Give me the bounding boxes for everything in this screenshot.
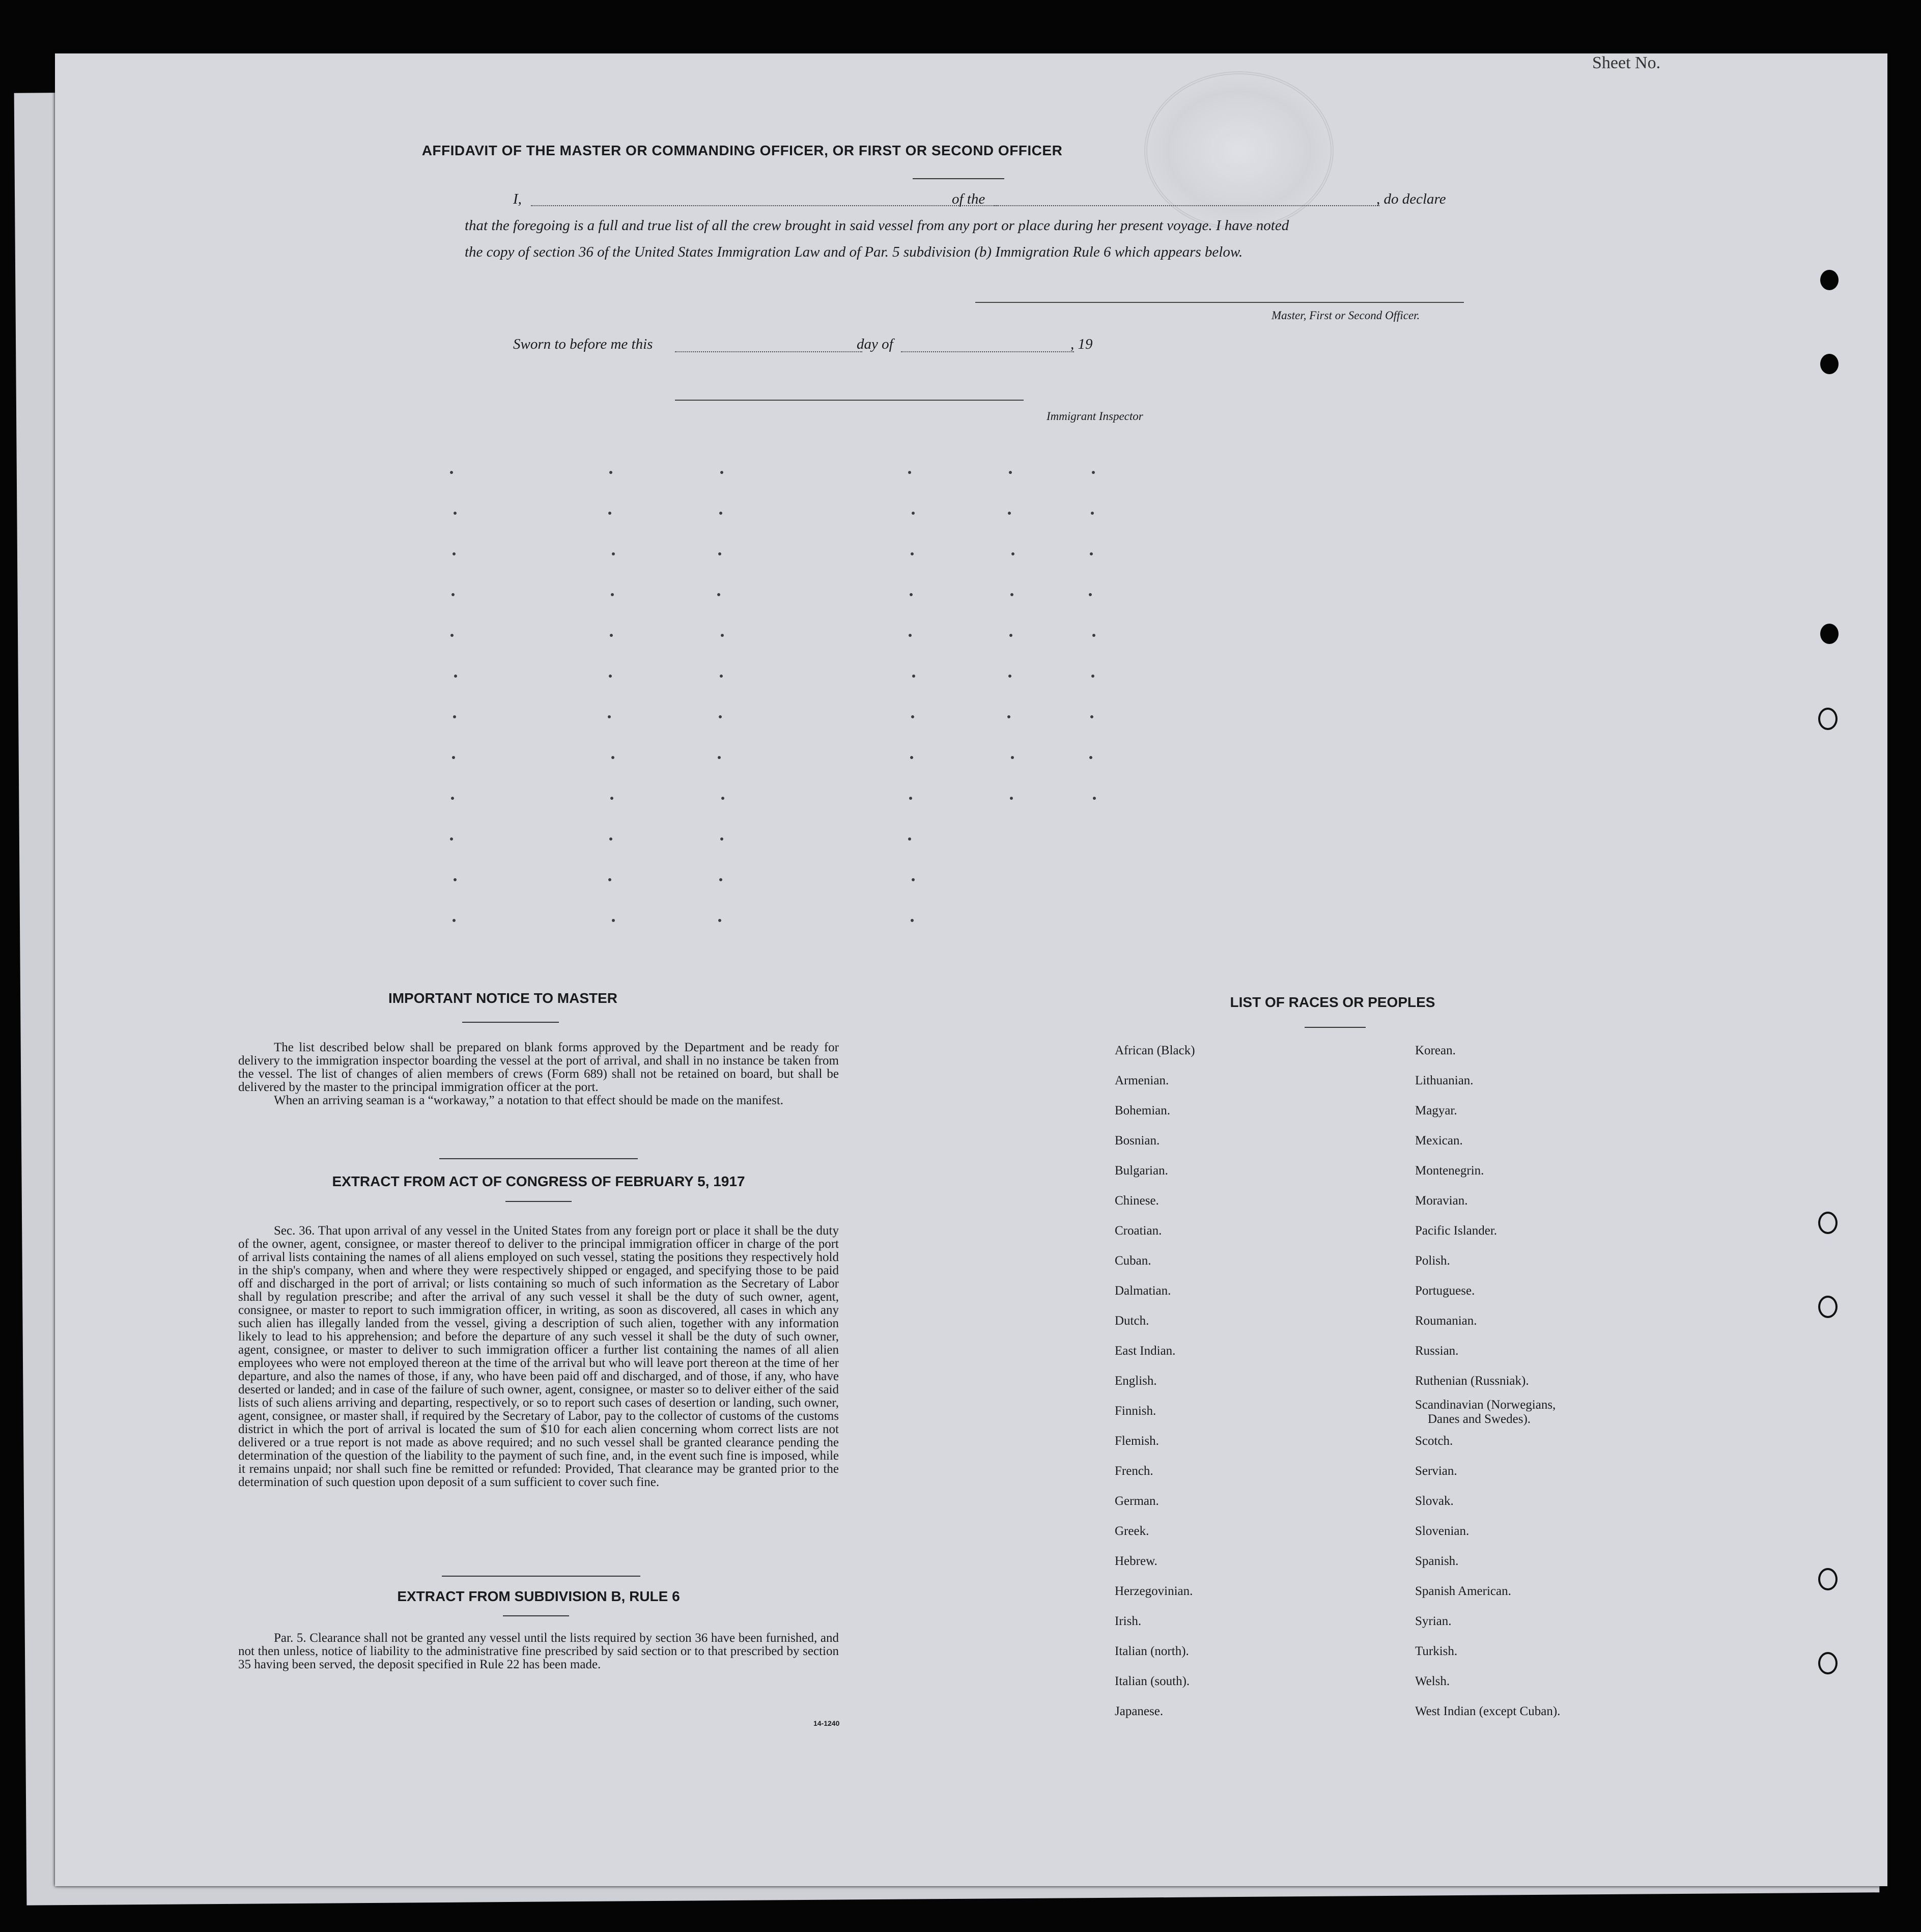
race-item: Finnish. (1115, 1404, 1156, 1418)
stray-dot (912, 512, 915, 515)
stray-dot (611, 756, 614, 759)
affidavit-of-the-label: of the (952, 191, 985, 207)
binder-hole (1818, 1568, 1838, 1590)
stray-dot (453, 715, 456, 718)
stray-dot (1010, 797, 1013, 800)
stray-dot (1090, 552, 1093, 555)
race-item: Scotch. (1415, 1434, 1453, 1448)
race-item: Spanish American. (1415, 1584, 1511, 1598)
stray-dot (719, 878, 722, 881)
race-item: Spanish. (1415, 1554, 1459, 1568)
binder-hole (1818, 1212, 1838, 1234)
race-item: Armenian. (1115, 1074, 1169, 1087)
sworn-month-field[interactable] (901, 351, 1074, 352)
stray-dot (453, 919, 456, 922)
form-number: 14-1240 (813, 1719, 840, 1727)
stray-dot (608, 715, 611, 718)
notice-text (238, 1041, 839, 1107)
race-item: Flemish. (1115, 1434, 1159, 1448)
form-sheet (55, 53, 1887, 1886)
race-item: Montenegrin. (1415, 1164, 1484, 1178)
act-paragraph: Sec. 36. That upon arrival of any vessel in the United States from any foreign port or place it shall be the duty of the owner, agent, consignee, or master thereof to deliver to the principal immigration officer in charge of the port of arrival lists containing the names of all aliens employed on such vessel, stating the positions they respectively hold in the ship's company, when and where they were respectively shipped or engaged, and specifying those to be paid off and discharged in the port of arrival; or lists containing so much of such information as the Secretary of Labor shall by regulation prescribe; and after the arrival of any such vessel it shall be the duty of such owner, agent, consignee, or master to report to such immigration officer, in writing, as soon as discovered, all cases in which any such alien has illegally landed from the vessel, giving a description of such alien, together with any information likely to lead to his apprehension; and before the departure of any such vessel it shall be the duty of such owner, agent, consignee, or master to deliver to such immigration officer a further list containing the names of all alien employees who were not employed thereon at the time of the arrival but who will leave port thereon at the time of her departure, and also the names of those, if any, who have been paid off and discharged, and of those, if any, who have deserted or landed; and in case of the failure of such owner, agent, consignee, or master so to deliver either of the said lists of such aliens arriving and departing, respectively, or so to report such cases of desertion or landing, such owner, agent, consignee, or master shall, if required by the Secretary of Labor, pay to the collector of customs of the customs district in which the port of arrival is located the sum of $10 for each alien concerning whom correct lists are not delivered or a true report is not made as above required; and no such vessel shall be granted clearance pending the determination of the question of the liability to the payment of such fine, and, in the event such fine is imposed, while it remains unpaid; nor shall such fine be remitted or refunded: Provided, That clearance may be granted prior to the determination of such question upon deposit of a sum sufficient to cover such fine. (238, 1224, 839, 1489)
stray-dot (912, 675, 915, 678)
race-item: Lithuanian. (1415, 1074, 1474, 1087)
stray-dot (611, 593, 614, 596)
binder-hole (1820, 354, 1839, 374)
race-item: Dutch. (1115, 1314, 1149, 1328)
stray-dot (1089, 593, 1092, 596)
stray-dot (721, 797, 724, 800)
stray-dot (450, 634, 454, 637)
race-item: Chinese. (1115, 1194, 1159, 1208)
stray-dot (1009, 471, 1012, 474)
stray-dot (908, 471, 911, 474)
race-item: West Indian (except Cuban). (1415, 1704, 1561, 1718)
stray-dot (450, 471, 453, 474)
stray-dot (1092, 634, 1095, 637)
stray-dot (452, 756, 455, 759)
stray-dot (1089, 756, 1092, 759)
stray-dot (719, 512, 722, 515)
race-item: Bohemian. (1115, 1104, 1171, 1117)
stray-dot (610, 797, 613, 800)
binder-hole (1818, 1652, 1838, 1674)
race-item: Ruthenian (Russniak). (1415, 1374, 1529, 1388)
race-item: Mexican. (1415, 1134, 1463, 1147)
race-item: Scandinavian (Norwegians, Danes and Swedes). (1415, 1398, 1556, 1426)
act-title: EXTRACT FROM ACT OF CONGRESS OF FEBRUARY 5, 1917 (332, 1173, 745, 1189)
race-item: Bulgarian. (1115, 1164, 1168, 1178)
race-item: Polish. (1415, 1254, 1450, 1268)
sworn-label: Sworn to before me this (513, 336, 653, 352)
year-label: , 19 (1070, 336, 1093, 352)
race-item: Italian (north). (1115, 1644, 1189, 1658)
rule-title-rule (503, 1615, 569, 1616)
master-caption: Master, First or Second Officer. (1272, 309, 1420, 322)
stray-dot (1007, 715, 1010, 718)
stray-dot (609, 837, 612, 841)
stray-dot (911, 552, 914, 555)
stray-dot (608, 512, 611, 515)
stray-dot (1009, 634, 1012, 637)
stray-dot (1011, 756, 1014, 759)
stray-dot (910, 756, 913, 759)
vessel-field[interactable] (993, 205, 1379, 206)
race-item: Hebrew. (1115, 1554, 1157, 1568)
affidavit-title: AFFIDAVIT OF THE MASTER OR COMMANDING OFFICER, OR FIRST OR SECOND OFFICER (421, 143, 1063, 158)
stray-dot (1093, 797, 1096, 800)
stray-dot (454, 675, 457, 678)
race-item: French. (1115, 1464, 1153, 1478)
race-item: African (Black) (1115, 1044, 1195, 1057)
race-item: Slovak. (1415, 1494, 1454, 1508)
stray-dot (720, 471, 723, 474)
stray-dot (721, 634, 724, 637)
rule-paragraph: Par. 5. Clearance shall not be granted any vessel until the lists required by section 36 have been furnished, and not then unless, notice of liability to the administrative fine prescribed by said section or to that prescribed by section 35 having been served, the deposit specified in Rule 22 has been made. (238, 1631, 839, 1671)
stray-dot (718, 919, 721, 922)
stray-dot (911, 715, 914, 718)
sworn-day-field[interactable] (675, 351, 862, 352)
inspector-caption: Immigrant Inspector (1047, 410, 1143, 423)
affidavit-do-declare: , do declare (1376, 191, 1446, 207)
stray-dot (1008, 512, 1011, 515)
stray-dot (612, 552, 615, 555)
stray-dot (718, 756, 721, 759)
stray-dot (453, 552, 456, 555)
binder-hole (1820, 270, 1839, 290)
stray-dot (451, 797, 454, 800)
stray-dot (1010, 593, 1013, 596)
stray-dot (1091, 512, 1094, 515)
stray-dot (1091, 675, 1094, 678)
binder-hole (1820, 624, 1839, 644)
binder-hole (1818, 1296, 1838, 1318)
race-item: Russian. (1415, 1344, 1459, 1358)
stray-dot (612, 919, 615, 922)
name-field[interactable] (531, 205, 999, 206)
stray-dot (608, 878, 611, 881)
notice-paragraph-1: The list described below shall be prepared on blank forms approved by the Department and be ready for delivery to the immigration inspector boarding the vessel at the port of arrival, and shall in no instance be taken from the vessel. The list of changes of alien members of crews (Form 689) shall not be retained on board, but shall be delivered by the master to the principal immigration officer at the port. (238, 1041, 839, 1094)
notice-paragraph-2: When an arriving seaman is a “workaway,” a notation to that effect should be made on the manifest. (274, 1094, 784, 1107)
stray-dot (1008, 675, 1011, 678)
race-item: Herzegovinian. (1115, 1584, 1193, 1598)
act-rule-top (439, 1158, 638, 1159)
stray-dot (609, 471, 612, 474)
race-item: German. (1115, 1494, 1159, 1508)
stray-dot (912, 878, 915, 881)
stray-dot (910, 593, 913, 596)
master-signature-line[interactable] (975, 302, 1464, 303)
act-rule-bottom (505, 1201, 572, 1202)
affidavit-line-2: the copy of section 36 of the United States Immigration Law and of Par. 5 subdivision (b) Immigration Rule 6 which appears below. (465, 244, 1243, 260)
stray-dot (717, 593, 720, 596)
race-item: Moravian. (1415, 1194, 1468, 1208)
race-item: Magyar. (1415, 1104, 1457, 1117)
races-rule (1305, 1027, 1366, 1028)
act-text (238, 1224, 839, 1489)
stray-dot (909, 634, 912, 637)
affidavit-i-label: I, (513, 191, 522, 207)
race-item: Korean. (1415, 1044, 1456, 1057)
stray-dot (720, 675, 723, 678)
race-item: Japanese. (1115, 1704, 1164, 1718)
race-item: Irish. (1115, 1614, 1142, 1628)
race-item: Dalmatian. (1115, 1284, 1171, 1298)
rule-section-rule (442, 1576, 640, 1577)
stray-dot (719, 715, 722, 718)
stray-dot (454, 878, 457, 881)
sheet-number-label: Sheet No. (1592, 53, 1661, 72)
race-item: Servian. (1415, 1464, 1457, 1478)
inspector-signature-line[interactable] (675, 400, 1024, 401)
stray-dot (1011, 552, 1014, 555)
race-item: Bosnian. (1115, 1134, 1160, 1147)
race-item: East Indian. (1115, 1344, 1176, 1358)
stray-dot (1090, 715, 1093, 718)
stray-dot (718, 552, 721, 555)
notice-rule (462, 1022, 559, 1023)
race-item: Italian (south). (1115, 1674, 1190, 1688)
stray-dot (1092, 471, 1095, 474)
rule-text (238, 1632, 839, 1671)
title-rule (913, 178, 1004, 179)
day-of-label: day of (857, 336, 893, 352)
race-item: Portuguese. (1415, 1284, 1475, 1298)
notice-title: IMPORTANT NOTICE TO MASTER (388, 990, 618, 1006)
races-title: LIST OF RACES OR PEOPLES (1230, 994, 1435, 1010)
stray-dot (720, 837, 723, 841)
race-item: Slovenian. (1415, 1524, 1470, 1538)
stray-dot (610, 634, 613, 637)
race-item: English. (1115, 1374, 1157, 1388)
stray-dot (451, 593, 455, 596)
race-item: Turkish. (1415, 1644, 1458, 1658)
race-item: Pacific Islander. (1415, 1224, 1498, 1238)
rule-title: EXTRACT FROM SUBDIVISION B, RULE 6 (397, 1588, 680, 1604)
race-item: Croatian. (1115, 1224, 1162, 1238)
race-item: Syrian. (1415, 1614, 1452, 1628)
stray-dot (908, 837, 911, 841)
race-item: Roumanian. (1415, 1314, 1477, 1328)
stray-dot (911, 919, 914, 922)
binder-hole (1818, 708, 1838, 730)
stray-dot (454, 512, 457, 515)
race-item: Greek. (1115, 1524, 1149, 1538)
stray-dot (909, 797, 912, 800)
race-item: Cuban. (1115, 1254, 1151, 1268)
stray-dot (450, 837, 453, 841)
race-item: Welsh. (1415, 1674, 1450, 1688)
affidavit-line-1: that the foregoing is a full and true list of all the crew brought in said vessel from any port or place during her present voyage. I have noted (465, 217, 1289, 234)
stray-dot (609, 675, 612, 678)
